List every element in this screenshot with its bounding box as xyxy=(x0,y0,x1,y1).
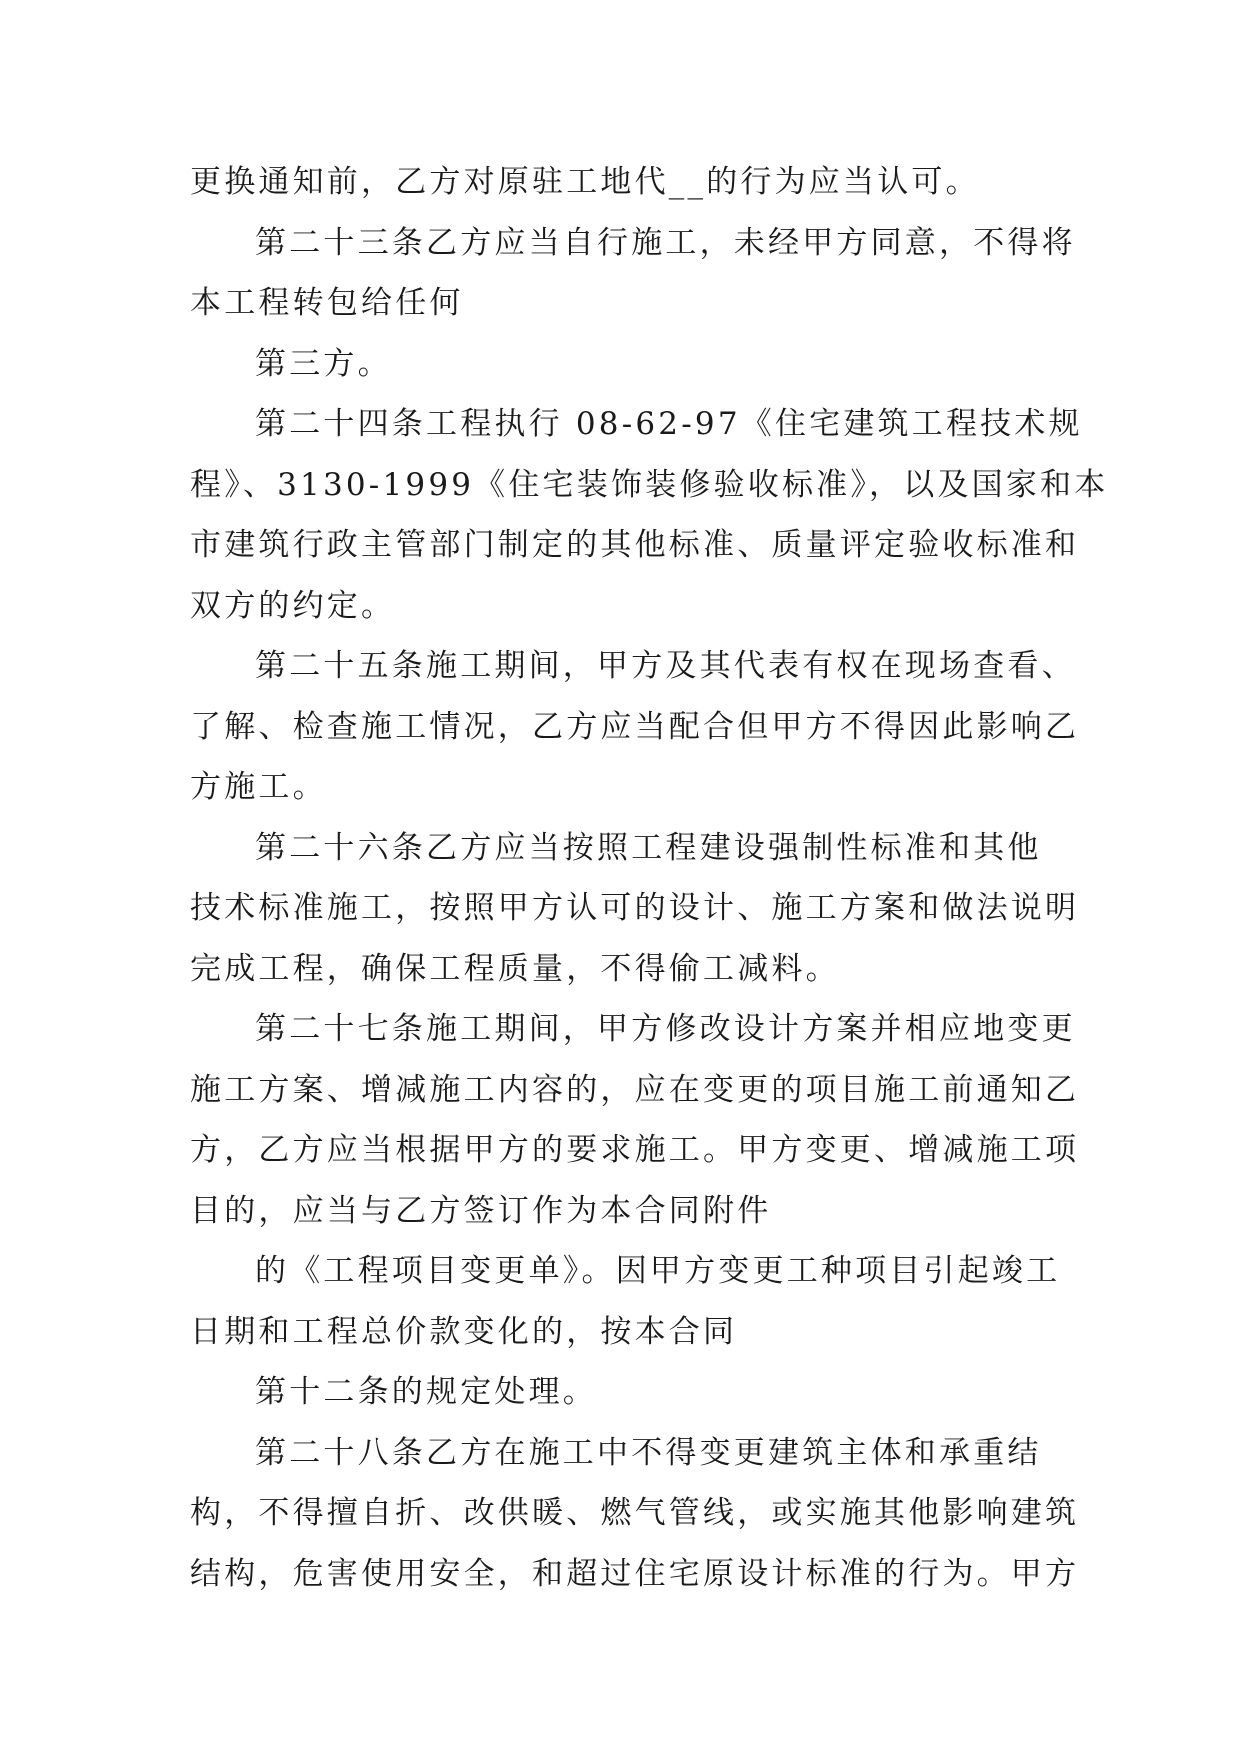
text-line: 第二十三条乙方应当自行施工，未经甲方同意，不得将 xyxy=(255,224,1076,261)
text-line: 市建筑行政主管部门制定的其他标准、质量评定验收标准和 xyxy=(190,527,1080,563)
text-line: 了解、检查施工情况，乙方应当配合但甲方不得因此影响乙 xyxy=(190,708,1080,745)
text-line: 施工方案、增减施工内容的，应在变更的项目施工前通知乙 xyxy=(190,1071,1080,1108)
text-line: 程》、3130-1999《住宅装饰装修验收标准》，以及国家和本 xyxy=(190,466,1109,503)
text-line: 本工程转包给任何 xyxy=(190,285,464,321)
text-line: 更换通知前，乙方对原驻工地代__的行为应当认可。 xyxy=(190,164,980,200)
text-line: 第二十六条乙方应当按照工程建设强制性标准和其他 xyxy=(255,829,1042,866)
document-body xyxy=(190,152,1109,1604)
text-line: 第二十五条施工期间，甲方及其代表有权在现场查看、 xyxy=(255,648,1076,684)
text-line: 结构，危害使用安全，和超过住宅原设计标准的行为。甲方 xyxy=(190,1555,1080,1592)
text-line: 第二十四条工程执行 08-62-97《住宅建筑工程技术规 xyxy=(255,406,1083,442)
text-line: 技术标准施工，按照甲方认可的设计、施工方案和做法说明 xyxy=(190,890,1080,926)
text-line: 第二十七条施工期间，甲方修改设计方案并相应地变更 xyxy=(255,1011,1076,1047)
text-line: 方施工。 xyxy=(190,769,327,805)
text-line: 完成工程，确保工程质量，不得偷工减料。 xyxy=(190,950,840,987)
text-line: 构，不得擅自折、改供暖、燃气管线，或实施其他影响建筑 xyxy=(190,1495,1080,1531)
text-line: 第三方。 xyxy=(255,345,392,382)
text-line: 目的，应当与乙方签订作为本合同附件 xyxy=(190,1192,772,1229)
text-line: 日期和工程总价款变化的，按本合同 xyxy=(190,1313,738,1350)
text-line: 的《工程项目变更单》。因甲方变更工种项目引起竣工 xyxy=(255,1253,1061,1289)
text-line: 双方的约定。 xyxy=(190,587,396,624)
text-line: 第十二条的规定处理。 xyxy=(255,1374,597,1410)
text-line: 第二十八条乙方在施工中不得变更建筑主体和承重结 xyxy=(255,1434,1042,1471)
text-line: 方，乙方应当根据甲方的要求施工。甲方变更、增减施工项 xyxy=(190,1132,1080,1168)
